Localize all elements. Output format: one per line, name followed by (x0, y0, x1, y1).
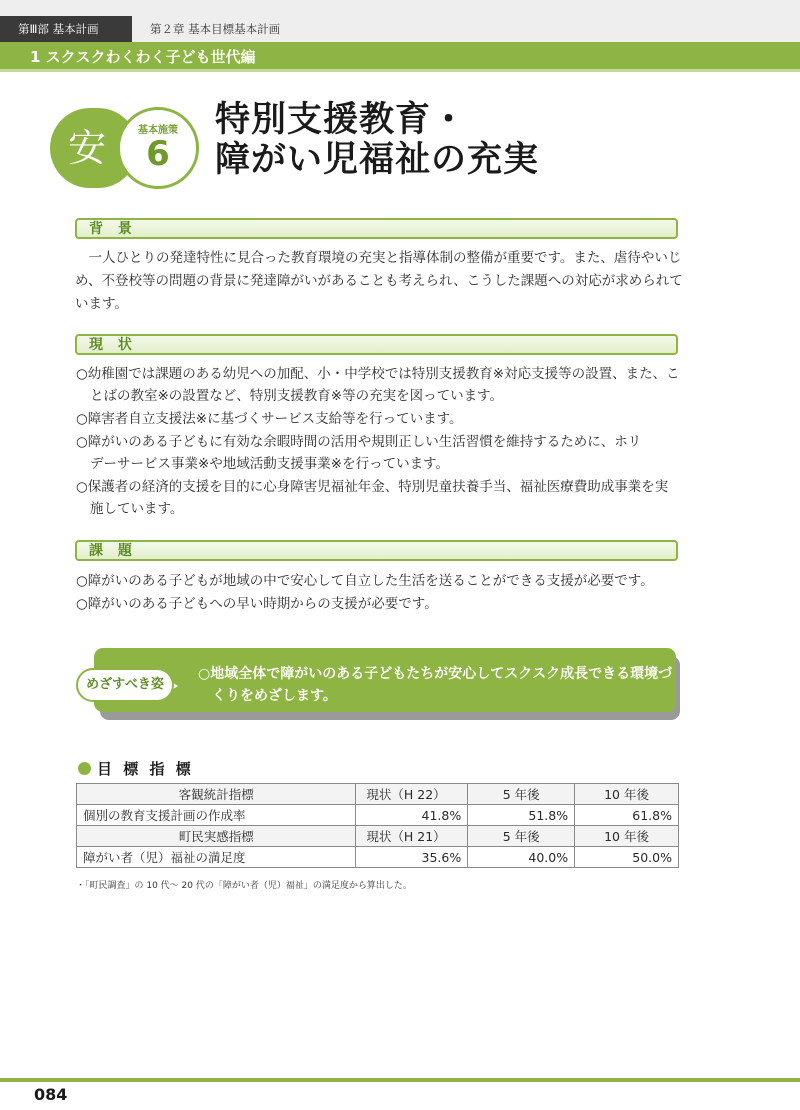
table-header-cell: 10 年後 (575, 784, 679, 805)
goal-text-line1: ○地域全体で障がいのある子どもたちが安心してスクスク成長できる環境づ (198, 666, 673, 682)
issue-line: ○障がいのある子どもへの早い時期からの支援が必要です。 (76, 596, 438, 612)
bullet-dot-icon (78, 762, 91, 775)
current-line: とばの教室※の設置など、特別支援教育※等の充実を図っています。 (90, 388, 504, 404)
table-row (77, 847, 679, 868)
page-title-line1: 特別支援教育・ (215, 100, 468, 140)
table-header-cell: 現状（H 21） (356, 826, 468, 847)
table-header-cell: 5 年後 (468, 826, 575, 847)
table-cell: 51.8% (468, 805, 575, 826)
chapter-label: 第２章 基本目標基本計画 (150, 22, 281, 36)
current-line: ○保護者の経済的支援を目的に心身障害児福祉年金、特別児童扶養手当、福祉医療費助成事業を実 (76, 479, 669, 495)
top-header (0, 0, 800, 42)
current-line: ○障害者自立支援法※に基づくサービス支給等を行っています。 (76, 411, 463, 427)
table-cell: 35.6% (356, 847, 468, 868)
goal-text-line2: くりをめざします。 (212, 688, 337, 704)
current-line: ○障がいのある子どもに有効な余暇時間の活用や規則正しい生活習慣を維持するために、ホリ (76, 434, 642, 450)
goal-label: めざすべき姿 (76, 668, 174, 702)
issue-line: ○障がいのある子どもが地域の中で安心して自立した生活を送ることができる支援が必要です。 (76, 573, 654, 589)
policy-number-label: 基本施策 (138, 125, 178, 136)
policy-category-badge: 安 (50, 108, 138, 188)
page-title (215, 100, 775, 180)
table-cell: 61.8% (575, 805, 679, 826)
table-header-cell: 10 年後 (575, 826, 679, 847)
indicators-heading-text: 目 標 指 標 (97, 760, 194, 778)
current-heading (75, 334, 678, 355)
goal-text (198, 663, 676, 707)
table-cell: 障がい者（児）福祉の満足度 (77, 847, 356, 868)
current-heading-text: 現 状 (89, 337, 137, 353)
current-line: デーサービス事業※や地域活動支援事業※を行っています。 (90, 456, 450, 472)
table-cell: 個別の教育支援計画の作成率 (77, 805, 356, 826)
indicators-table (76, 783, 679, 868)
section-bar: 1 スクスクわくわく子ども世代編 (0, 42, 800, 72)
page-number: 084 (34, 1085, 68, 1104)
footer-rule (0, 1078, 800, 1082)
policy-number: 6 (146, 134, 170, 174)
policy-number-badge (117, 107, 199, 189)
table-header-cell: 客観統計指標 (77, 784, 356, 805)
table-header-row (77, 784, 679, 805)
table-footnote: ・「町民調査」の 10 代～ 20 代の「障がい者（児）福祉」の満足度から算出した。 (76, 881, 412, 891)
issues-heading (75, 540, 678, 561)
table-cell: 40.0% (468, 847, 575, 868)
background-text: 一人ひとりの発達特性に見合った教育環境の充実と指導体制の整備が重要です。また、虐待やいじめ、不登校等の問題の背景に発達障がいがあることも考えられ、こうした課題への対応が求められています。 (75, 250, 683, 312)
table-header-cell: 現状（H 22） (356, 784, 468, 805)
table-header-cell: 町民実感指標 (77, 826, 356, 847)
background-heading (75, 218, 678, 239)
current-line: 施しています。 (90, 501, 184, 517)
table-cell: 50.0% (575, 847, 679, 868)
part-label: 第Ⅲ部 基本計画 (0, 16, 132, 42)
table-header-cell: 5 年後 (468, 784, 575, 805)
background-heading-text: 背 景 (89, 221, 137, 237)
issues-heading-text: 課 題 (89, 543, 137, 559)
table-cell: 41.8% (356, 805, 468, 826)
table-header-row (77, 826, 679, 847)
indicators-heading (78, 758, 194, 779)
current-line: ○幼稚園では課題のある幼児への加配、小・中学校では特別支援教育※対応支援等の設置、また、こ (76, 366, 680, 382)
table-row (77, 805, 679, 826)
page-title-line2: 障がい児福祉の充実 (215, 140, 540, 180)
